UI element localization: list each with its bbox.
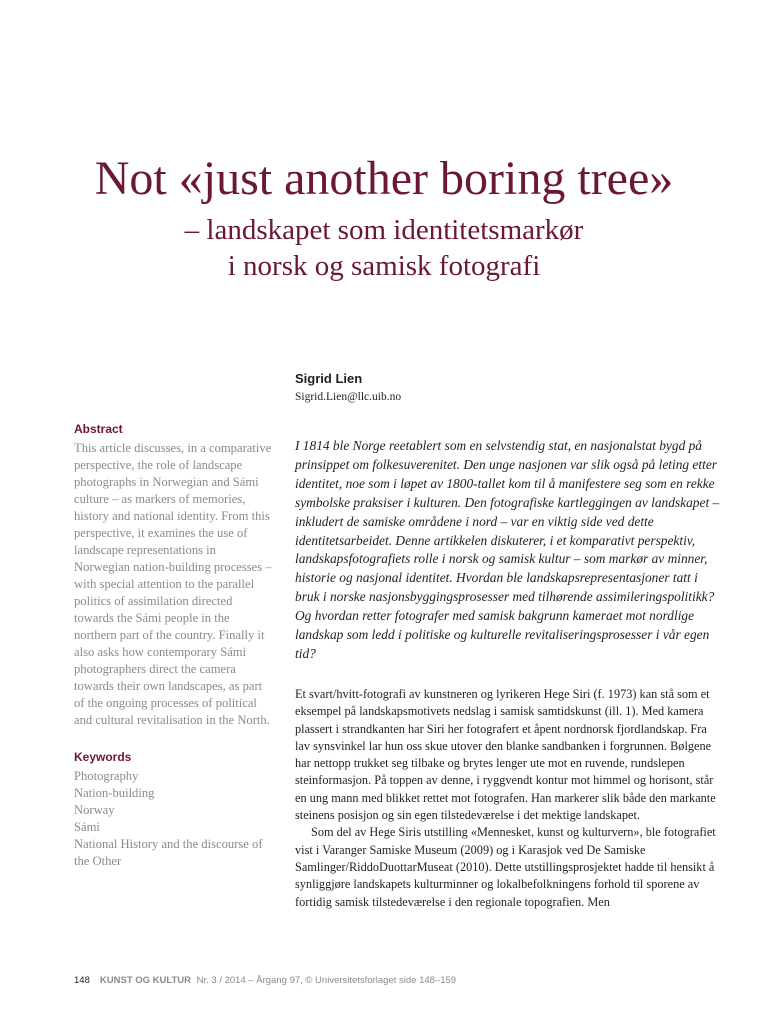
page-footer [74, 975, 456, 986]
keyword-item: Nation-building [74, 786, 155, 800]
author-email: Sigrid.Lien@llc.uib.no [295, 391, 402, 403]
lead-paragraph: I 1814 ble Norge reetablert som en selvstendig stat, en nasjonalstat bygd på prinsippet om folkesuverenitet. Den unge nasjonen var slik også på leting etter identitet, noe som i løpet av 1800-tallet kom til å manifestere seg som en rekke symbolske praksiser i kulturen. Den fotografiske kartleggingen av landskapet – inkludert de samiske områdene i nord – var en viktig side ved dette identitetsarbeidet. Denne artikkelen diskuterer, i et komparativt perspektiv, landskapsfotografiets rolle i norsk og samisk kultur – som markør av minner, historie og nasjonal identitet. Hvordan ble landskapsrepresentasjoner tatt i bruk i norske nasjonsbyggingsprosesser med tilhørende assimileringspolitikk? Og hvordan retter fotografer med samisk bakgrunn kameraet mot nordlige landskap som ledd i politiske og kulturelle revitaliseringsprosesser i vår egen tid? [295, 438, 720, 661]
abstract-text: This article discusses, in a comparative perspective, the role of landscape photographs in Norwegian and Sámi culture – as markers of memories, history and national identity. From this perspective, it examines the use of landscape representations in Norwegian nation-building processes – with special attention to the parallel politics of assimilation directed towards the Sámi people in the northern part of the country. Finally it also asks how contemporary Sámi photographers direct the camera towards their own landscapes, as part of the ongoing processes of political and cultural revitalisation in the North. [74, 441, 272, 727]
subtitle-line-1: – landskapet som identitetsmarkør [184, 214, 584, 246]
journal-name: KUNST OG KULTUR [99, 975, 191, 986]
keyword-item: Photography [74, 769, 139, 783]
body-paragraph: Som del av Hege Siris utstilling «Mennesket, kunst og kulturvern», ble fotografiet vist i Varanger Samiske Museum (2009) og i Karasjok ved De Samiske Samlinger/RiddoDuottarMuseat (2010). Dette utstillingsprosjektet hadde til hensikt å synliggjøre landskapets kulturminner og lokalbefolkningens forhold til sporene av fortidig samisk tilstedeværelse i den regionale topografien. Men [295, 825, 716, 909]
keywords-heading: Keywords [74, 750, 132, 764]
keyword-item: National History and the discourse of the Other [74, 837, 263, 868]
article-subtitle [0, 212, 768, 284]
issue-info: Nr. 3 / 2014 – Årgang 97, © Universitetsforlaget side 148–159 [196, 975, 457, 986]
article-title: Not «just another boring tree» [94, 152, 674, 205]
keyword-item: Sámi [74, 820, 100, 834]
keyword-item: Norway [74, 803, 115, 817]
abstract-heading: Abstract [74, 422, 123, 436]
author-name: Sigrid Lien [295, 371, 363, 386]
subtitle-line-2: i norsk og samisk fotografi [227, 250, 541, 282]
abstract-sidebar [74, 421, 274, 870]
keywords-section [74, 749, 274, 870]
article-body [295, 686, 723, 911]
keywords-list [74, 768, 274, 870]
page-number: 148 [74, 975, 90, 986]
body-paragraph: Et svart/hvitt-fotografi av kunstneren og lyrikeren Hege Siri (f. 1973) kan stå som et eksempel på landskapsmotivets nedslag i samisk samtidskunst (ill. 1). Med kamera plassert i strandkanten har Siri her fotografert et åpent nordnorsk fjordlandskap. Fra lav synsvinkel lar hun oss skue utover den blanke sandbanken i forgrunnen. Bølgene har nettopp trukket seg tilbake og brytes lenger ute mot en ruvende, rundslepen steinformasjon. På toppen av denne, i ryggvendt kontur mot himmel og horisont, står en ung mann med blikket rettet mot fotografen. Han markerer slik både den markante steinens posisjon og sin egen tilstedeværelse i det mektige landskapet. [295, 687, 716, 823]
